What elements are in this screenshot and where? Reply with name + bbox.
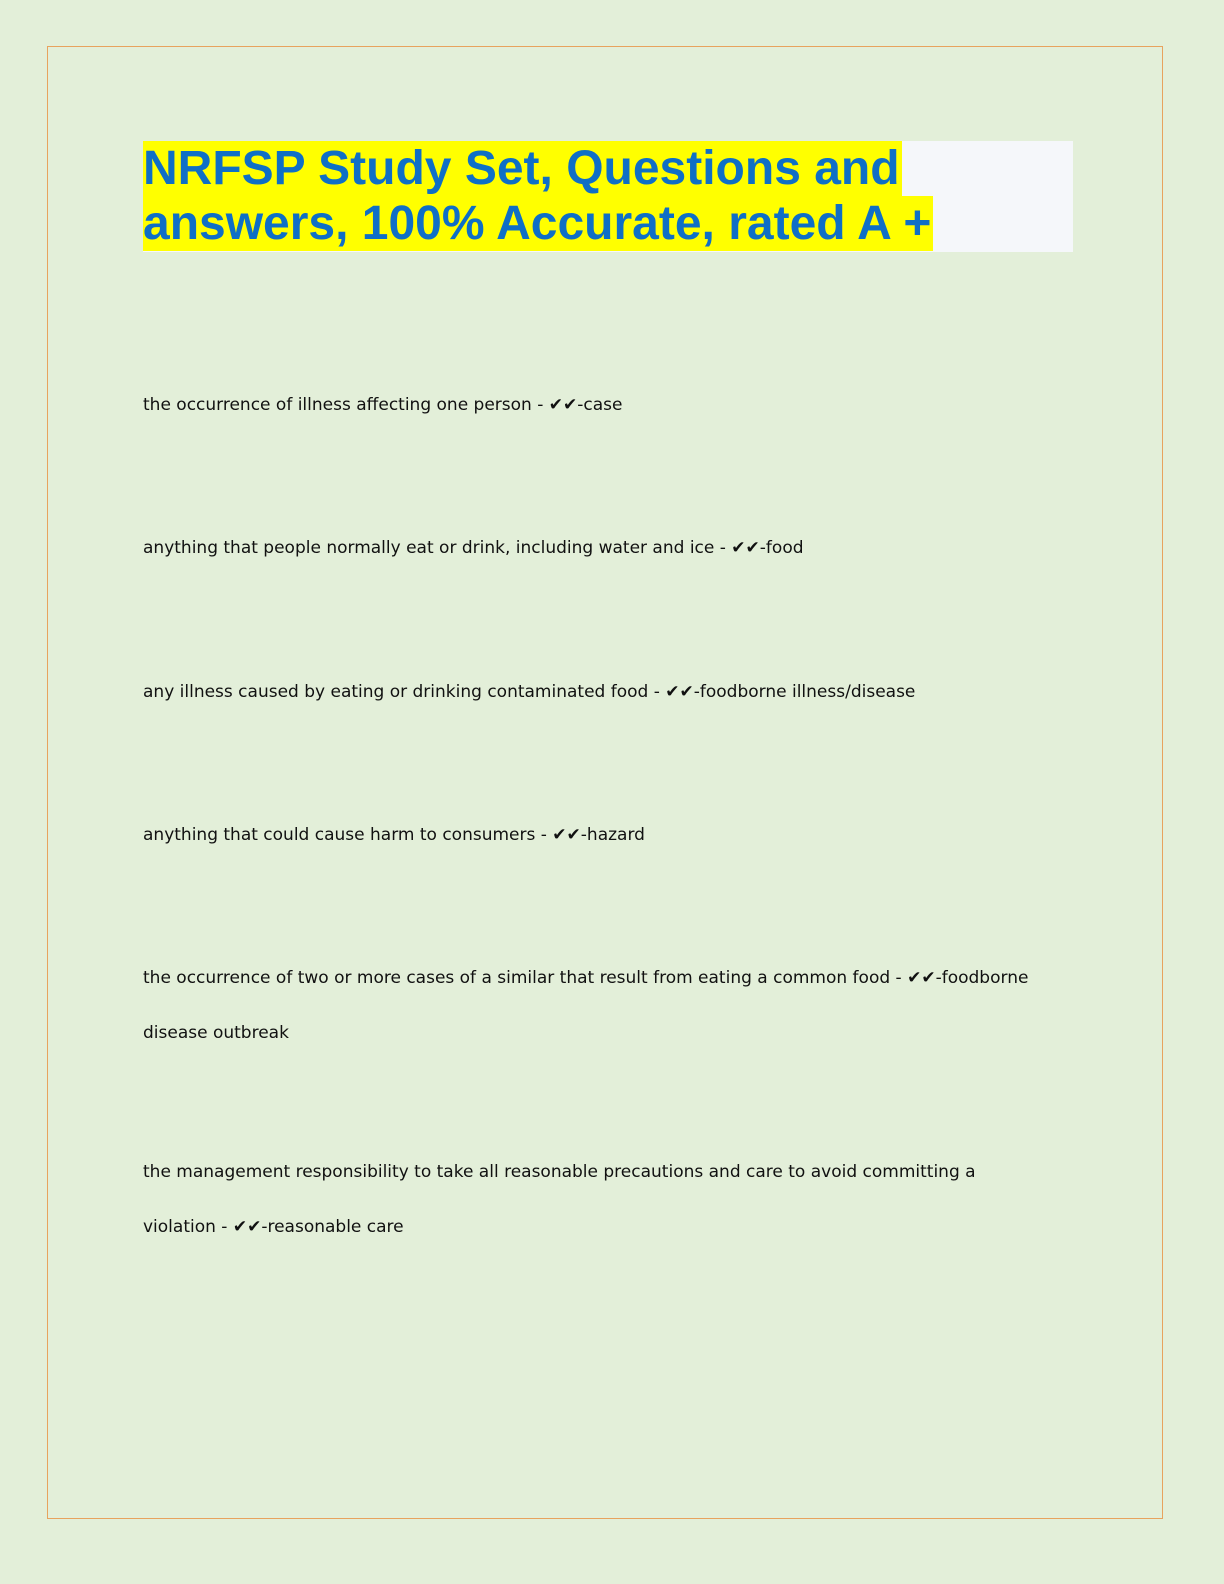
question-text: any illness caused by eating or drinking contaminated food - bbox=[143, 682, 666, 702]
question-text: anything that people normally eat or drink, including water and ice - bbox=[143, 538, 732, 558]
double-check-icon: ✔✔ bbox=[731, 538, 760, 558]
answer-text: -hazard bbox=[580, 825, 645, 845]
question-text: the occurrence of illness affecting one person - bbox=[143, 395, 549, 415]
title-line-1: NRFSP Study Set, Questions and bbox=[143, 142, 900, 195]
answer-text: -reasonable care bbox=[261, 1217, 404, 1237]
question-text: the occurrence of two or more cases of a similar that result from eating a common food - bbox=[143, 968, 908, 988]
document-title bbox=[143, 141, 1073, 252]
qa-item-case bbox=[143, 378, 1043, 433]
double-check-icon: ✔✔ bbox=[548, 395, 578, 415]
answer-text: -foodborne illness/disease bbox=[693, 682, 916, 702]
title-line-2: answers, 100% Accurate, rated A + bbox=[143, 197, 932, 250]
qa-item-foodborne-illness bbox=[143, 665, 1043, 720]
double-check-icon: ✔✔ bbox=[552, 825, 581, 845]
qa-item-food bbox=[143, 521, 1043, 576]
page-border bbox=[47, 46, 1163, 1519]
double-check-icon: ✔✔ bbox=[665, 682, 694, 702]
qa-item-outbreak bbox=[143, 951, 1043, 1061]
answer-text: -food bbox=[759, 538, 804, 558]
question-text: the management responsibility to take all reasonable precautions and care to avoid committing a violation - bbox=[143, 1162, 981, 1237]
double-check-icon: ✔✔ bbox=[907, 968, 936, 988]
answer-text: -foodborne disease outbreak bbox=[143, 968, 1034, 1043]
answer-text: -case bbox=[577, 395, 623, 415]
double-check-icon: ✔✔ bbox=[232, 1217, 262, 1237]
qa-item-reasonable-care bbox=[143, 1145, 1043, 1255]
question-text: anything that could cause harm to consumers - bbox=[143, 825, 553, 845]
qa-item-hazard bbox=[143, 808, 1043, 863]
